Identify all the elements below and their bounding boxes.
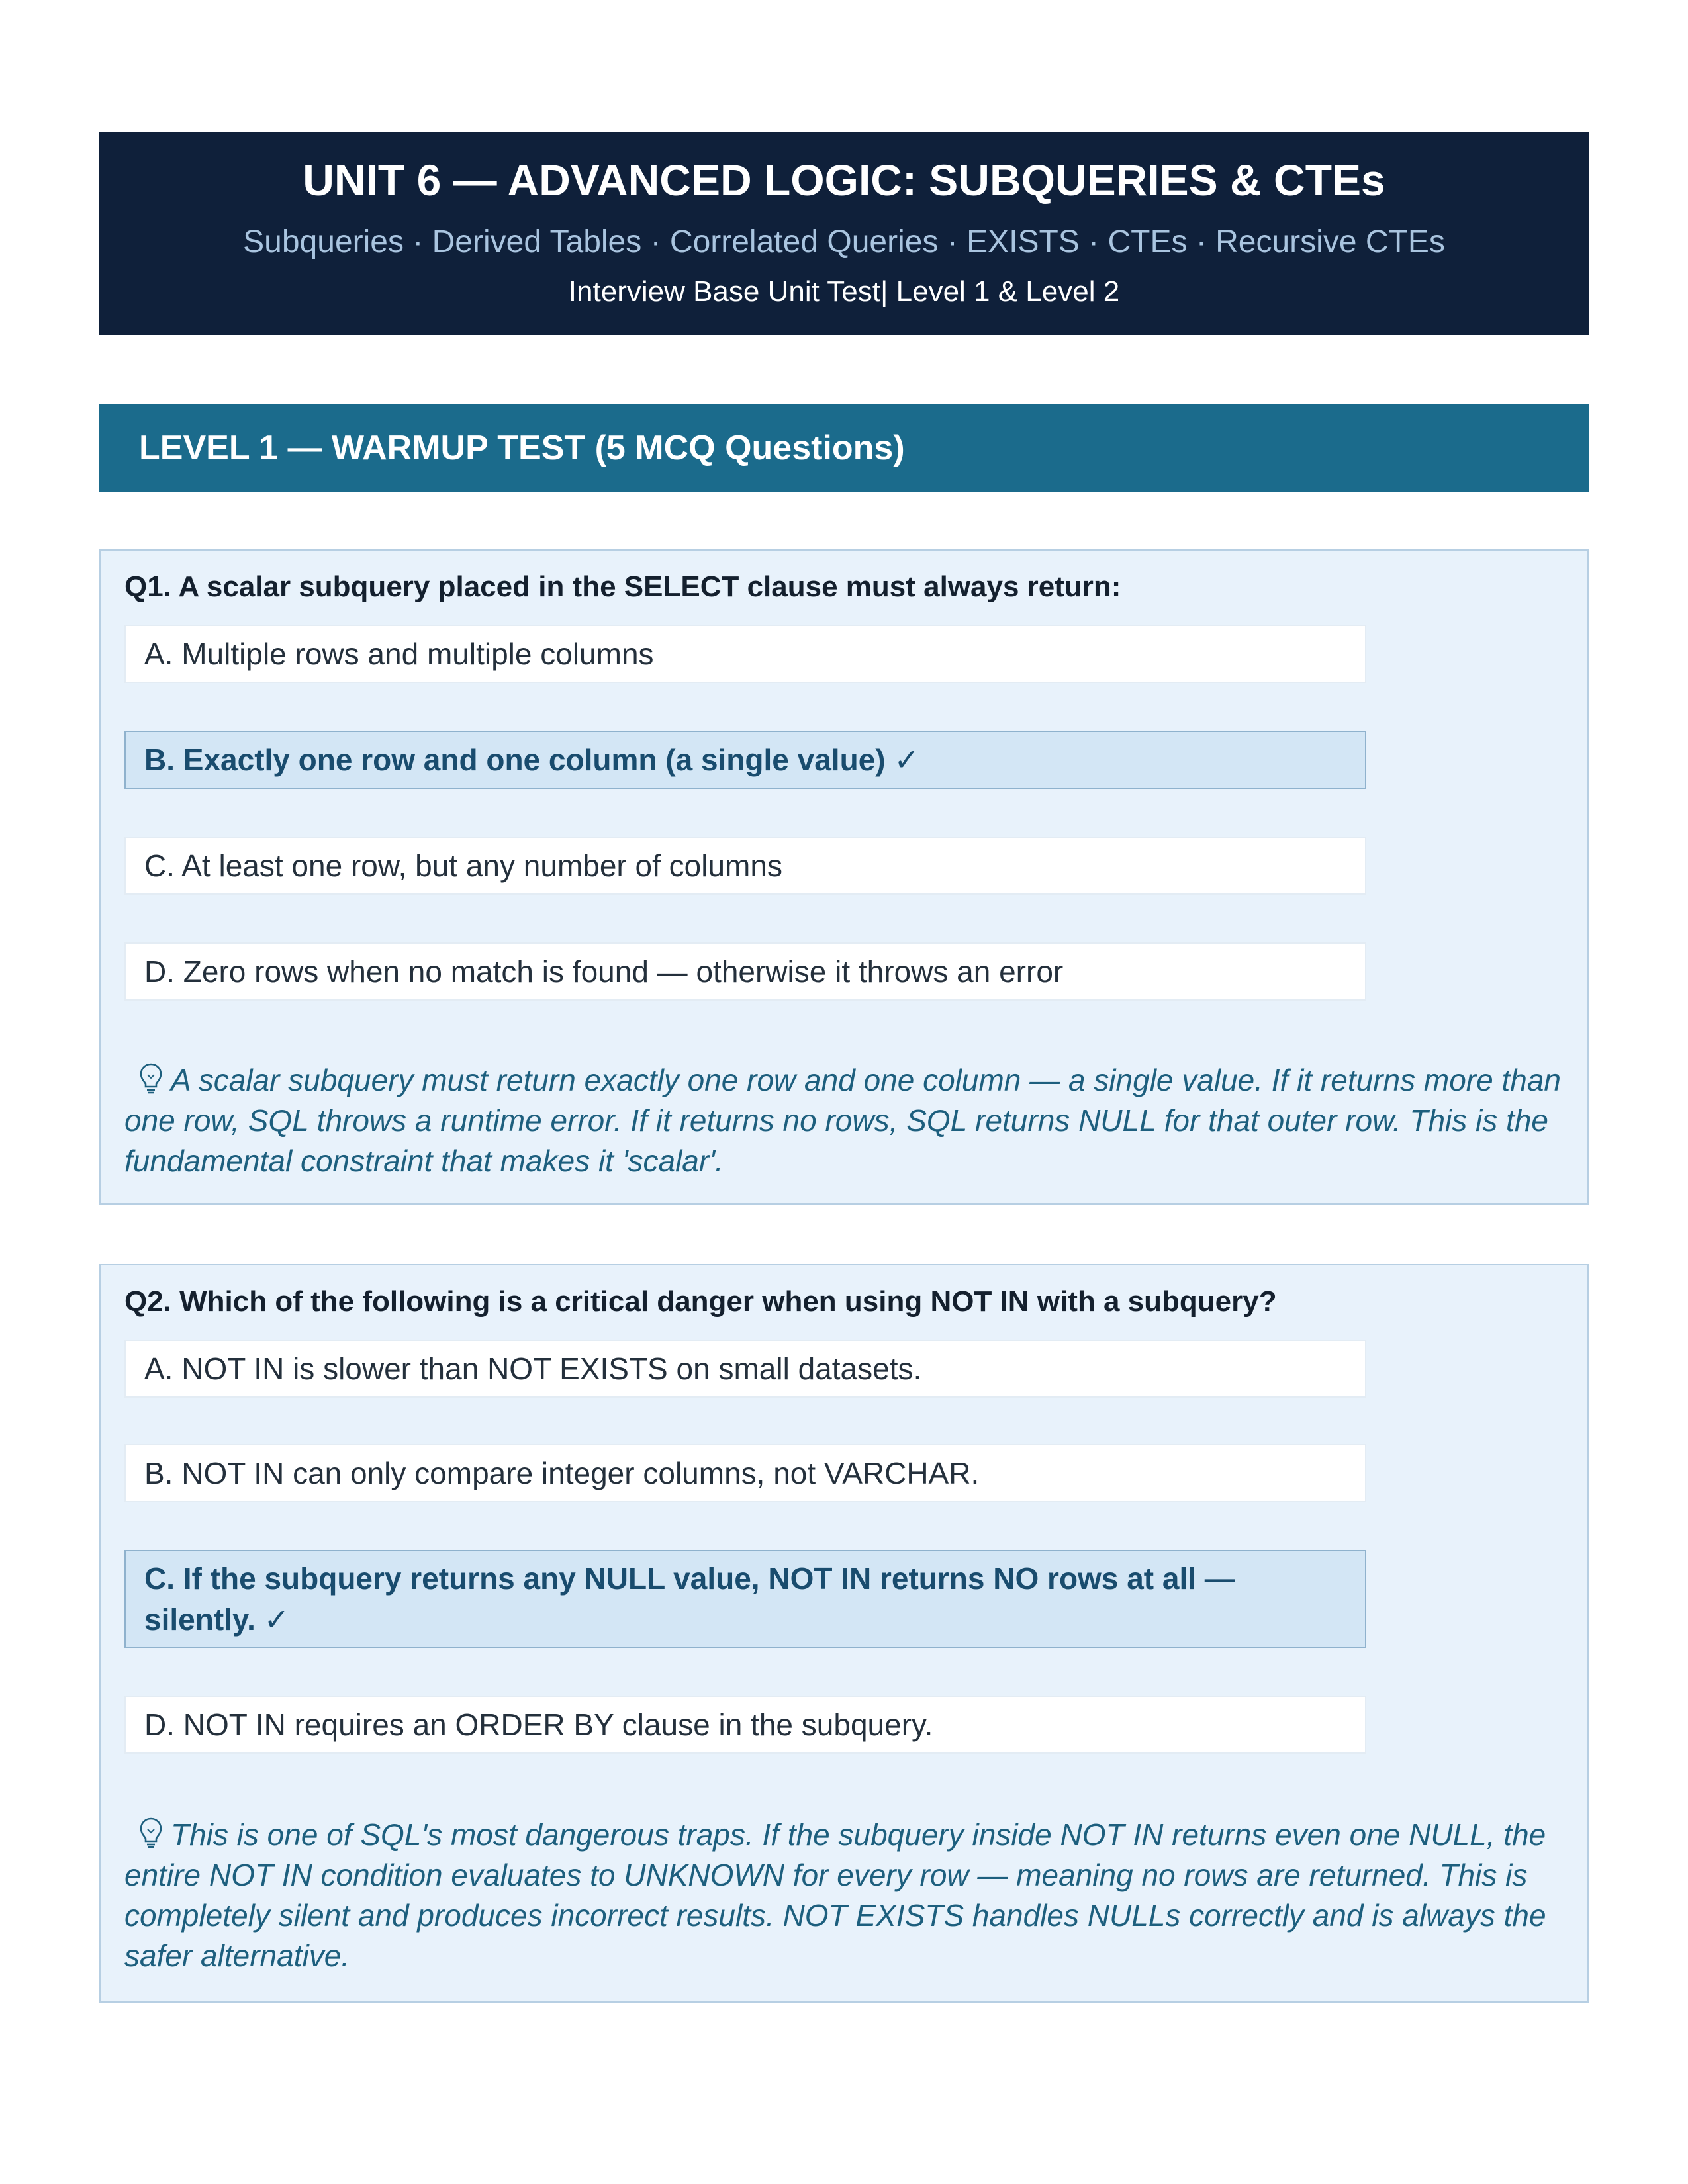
explanation [124,1815,1561,1976]
lightbulb-icon [138,1816,164,1849]
explanation-text: This is one of SQL's most dangerous traps. If the subquery inside NOT IN returns even one NULL, the entire NOT IN condition evaluates to UNKNOWN for every row — meaning no rows are returned. This is completely silent and produces incorrect results. NOT EXISTS handles NULLs correctly and is always the safer alternative. [124,1817,1546,1973]
option-d[interactable]: D. NOT IN requires an ORDER BY clause in the subquery. [124,1696,1366,1754]
option-d[interactable]: D. Zero rows when no match is found — otherwise it throws an error [124,942,1366,1001]
explanation-text: A scalar subquery must return exactly one row and one column — a single value. If it returns more than one row, SQL throws a runtime error. If it returns no rows, SQL returns NULL for that outer row. This is the fundamental constraint that makes it 'scalar'. [124,1063,1561,1178]
question-text: Q1. A scalar subquery placed in the SELECT clause must always return: [124,570,1121,603]
option-b-correct[interactable]: B. Exactly one row and one column (a single value) ✓ [124,731,1366,789]
explanation [124,1060,1561,1181]
unit-title: UNIT 6 — ADVANCED LOGIC: SUBQUERIES & CTEs [303,156,1385,205]
unit-header-banner [99,132,1589,335]
unit-subtitle: Subqueries · Derived Tables · Correlated Queries · EXISTS · CTEs · Recursive CTEs [243,224,1445,259]
unit-tagline: Interview Base Unit Test| Level 1 & Level 2 [568,275,1120,308]
level1-banner [99,404,1589,492]
question-text: Q2. Which of the following is a critical danger when using NOT IN with a subquery? [124,1285,1277,1318]
option-a[interactable]: A. Multiple rows and multiple columns [124,625,1366,683]
option-b[interactable]: B. NOT IN can only compare integer columns, not VARCHAR. [124,1444,1366,1502]
option-a[interactable]: A. NOT IN is slower than NOT EXISTS on small datasets. [124,1340,1366,1398]
level1-title: LEVEL 1 — WARMUP TEST (5 MCQ Questions) [139,428,905,467]
question-card-q2 [99,1264,1589,2003]
option-c-correct[interactable]: C. If the subquery returns any NULL value, NOT IN returns NO rows at all — silently. ✓ [124,1550,1366,1648]
question-card-q1 [99,549,1589,1205]
lightbulb-icon [138,1062,164,1095]
option-c[interactable]: C. At least one row, but any number of columns [124,837,1366,895]
